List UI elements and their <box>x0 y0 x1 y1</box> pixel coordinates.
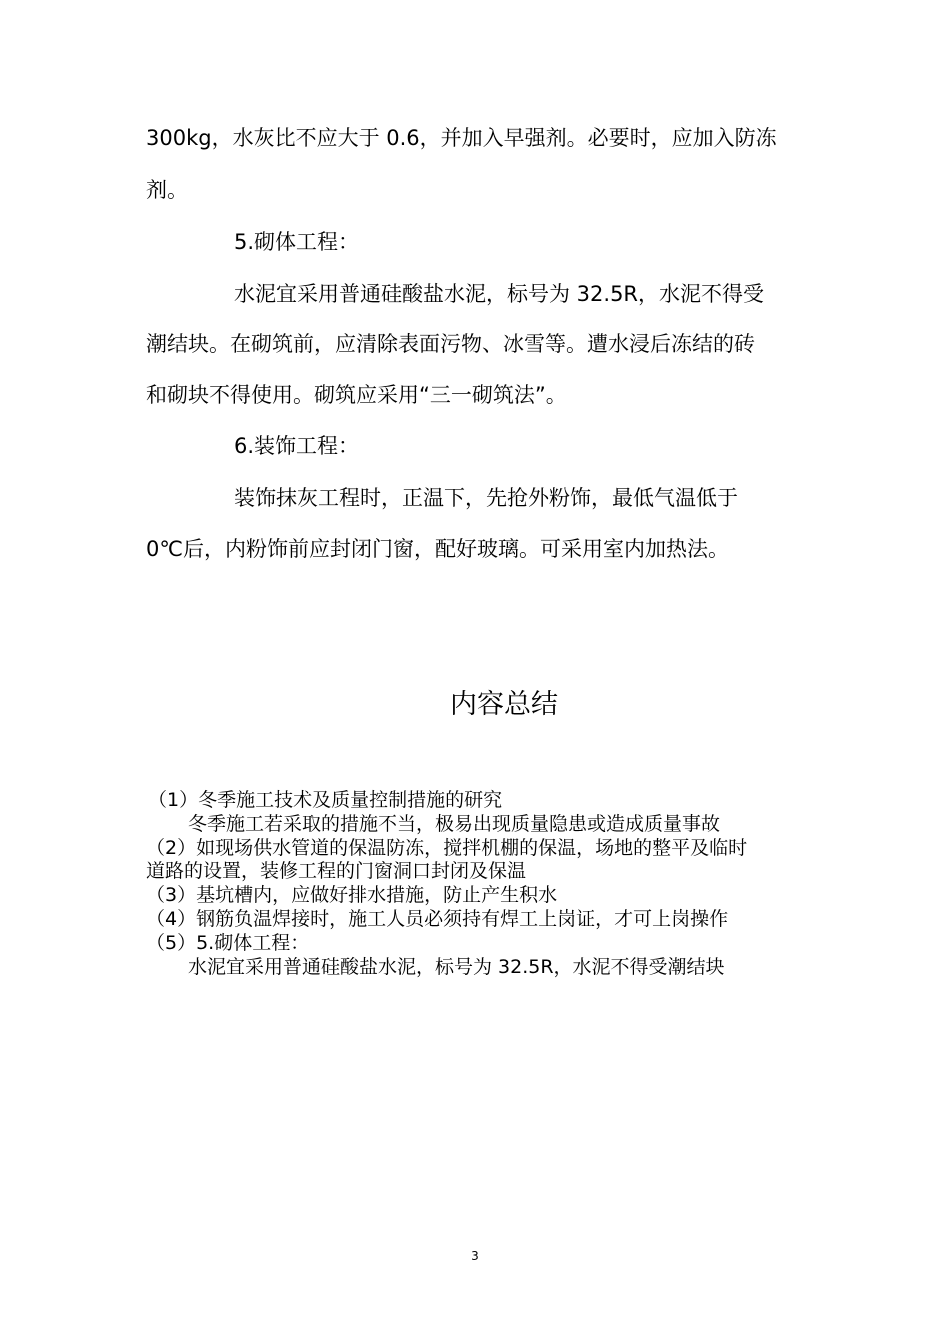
body-line: 潮结块。在砌筑前，应清除表面污物、冰雪等。遭水浸后冻结的砖 <box>146 332 755 356</box>
summary-line: 道路的设置，装修工程的门窗洞口封闭及保温 <box>146 860 527 882</box>
summary-title: 内容总结 <box>450 689 558 720</box>
body-line: 剂。 <box>146 178 188 202</box>
body-line: 和砌块不得使用。砌筑应采用“三一砌筑法”。 <box>146 383 567 407</box>
summary-line: （2）如现场供水管道的保温防冻，搅拌机棚的保温，场地的整平及临时 <box>146 837 748 859</box>
body-line: 0℃后，内粉饰前应封闭门窗，配好玻璃。可采用室内加热法。 <box>146 537 729 561</box>
summary-line: 水泥宜采用普通硅酸盐水泥，标号为 32.5R，水泥不得受潮结块 <box>188 956 725 978</box>
summary-line: （5）5.砌体工程： <box>146 932 310 954</box>
body-line: 300kg，水灰比不应大于 0.6，并加入早强剂。必要时，应加入防冻 <box>146 126 777 150</box>
body-line: 水泥宜采用普通硅酸盐水泥，标号为 32.5R，水泥不得受 <box>234 282 765 306</box>
page-number: 3 <box>471 1249 479 1263</box>
summary-line: （1）冬季施工技术及质量控制措施的研究 <box>148 789 503 811</box>
section-heading-masonry: 5.砌体工程： <box>234 230 360 254</box>
section-heading-decoration: 6.装饰工程： <box>234 434 360 458</box>
summary-line: 冬季施工若采取的措施不当，极易出现质量隐患或造成质量事故 <box>188 813 721 835</box>
body-line: 装饰抹灰工程时，正温下，先抢外粉饰，最低气温低于 <box>234 486 738 510</box>
summary-line: （3）基坑槽内，应做好排水措施，防止产生积水 <box>146 884 558 906</box>
summary-line: （4）钢筋负温焊接时，施工人员必须持有焊工上岗证，才可上岗操作 <box>146 908 729 930</box>
